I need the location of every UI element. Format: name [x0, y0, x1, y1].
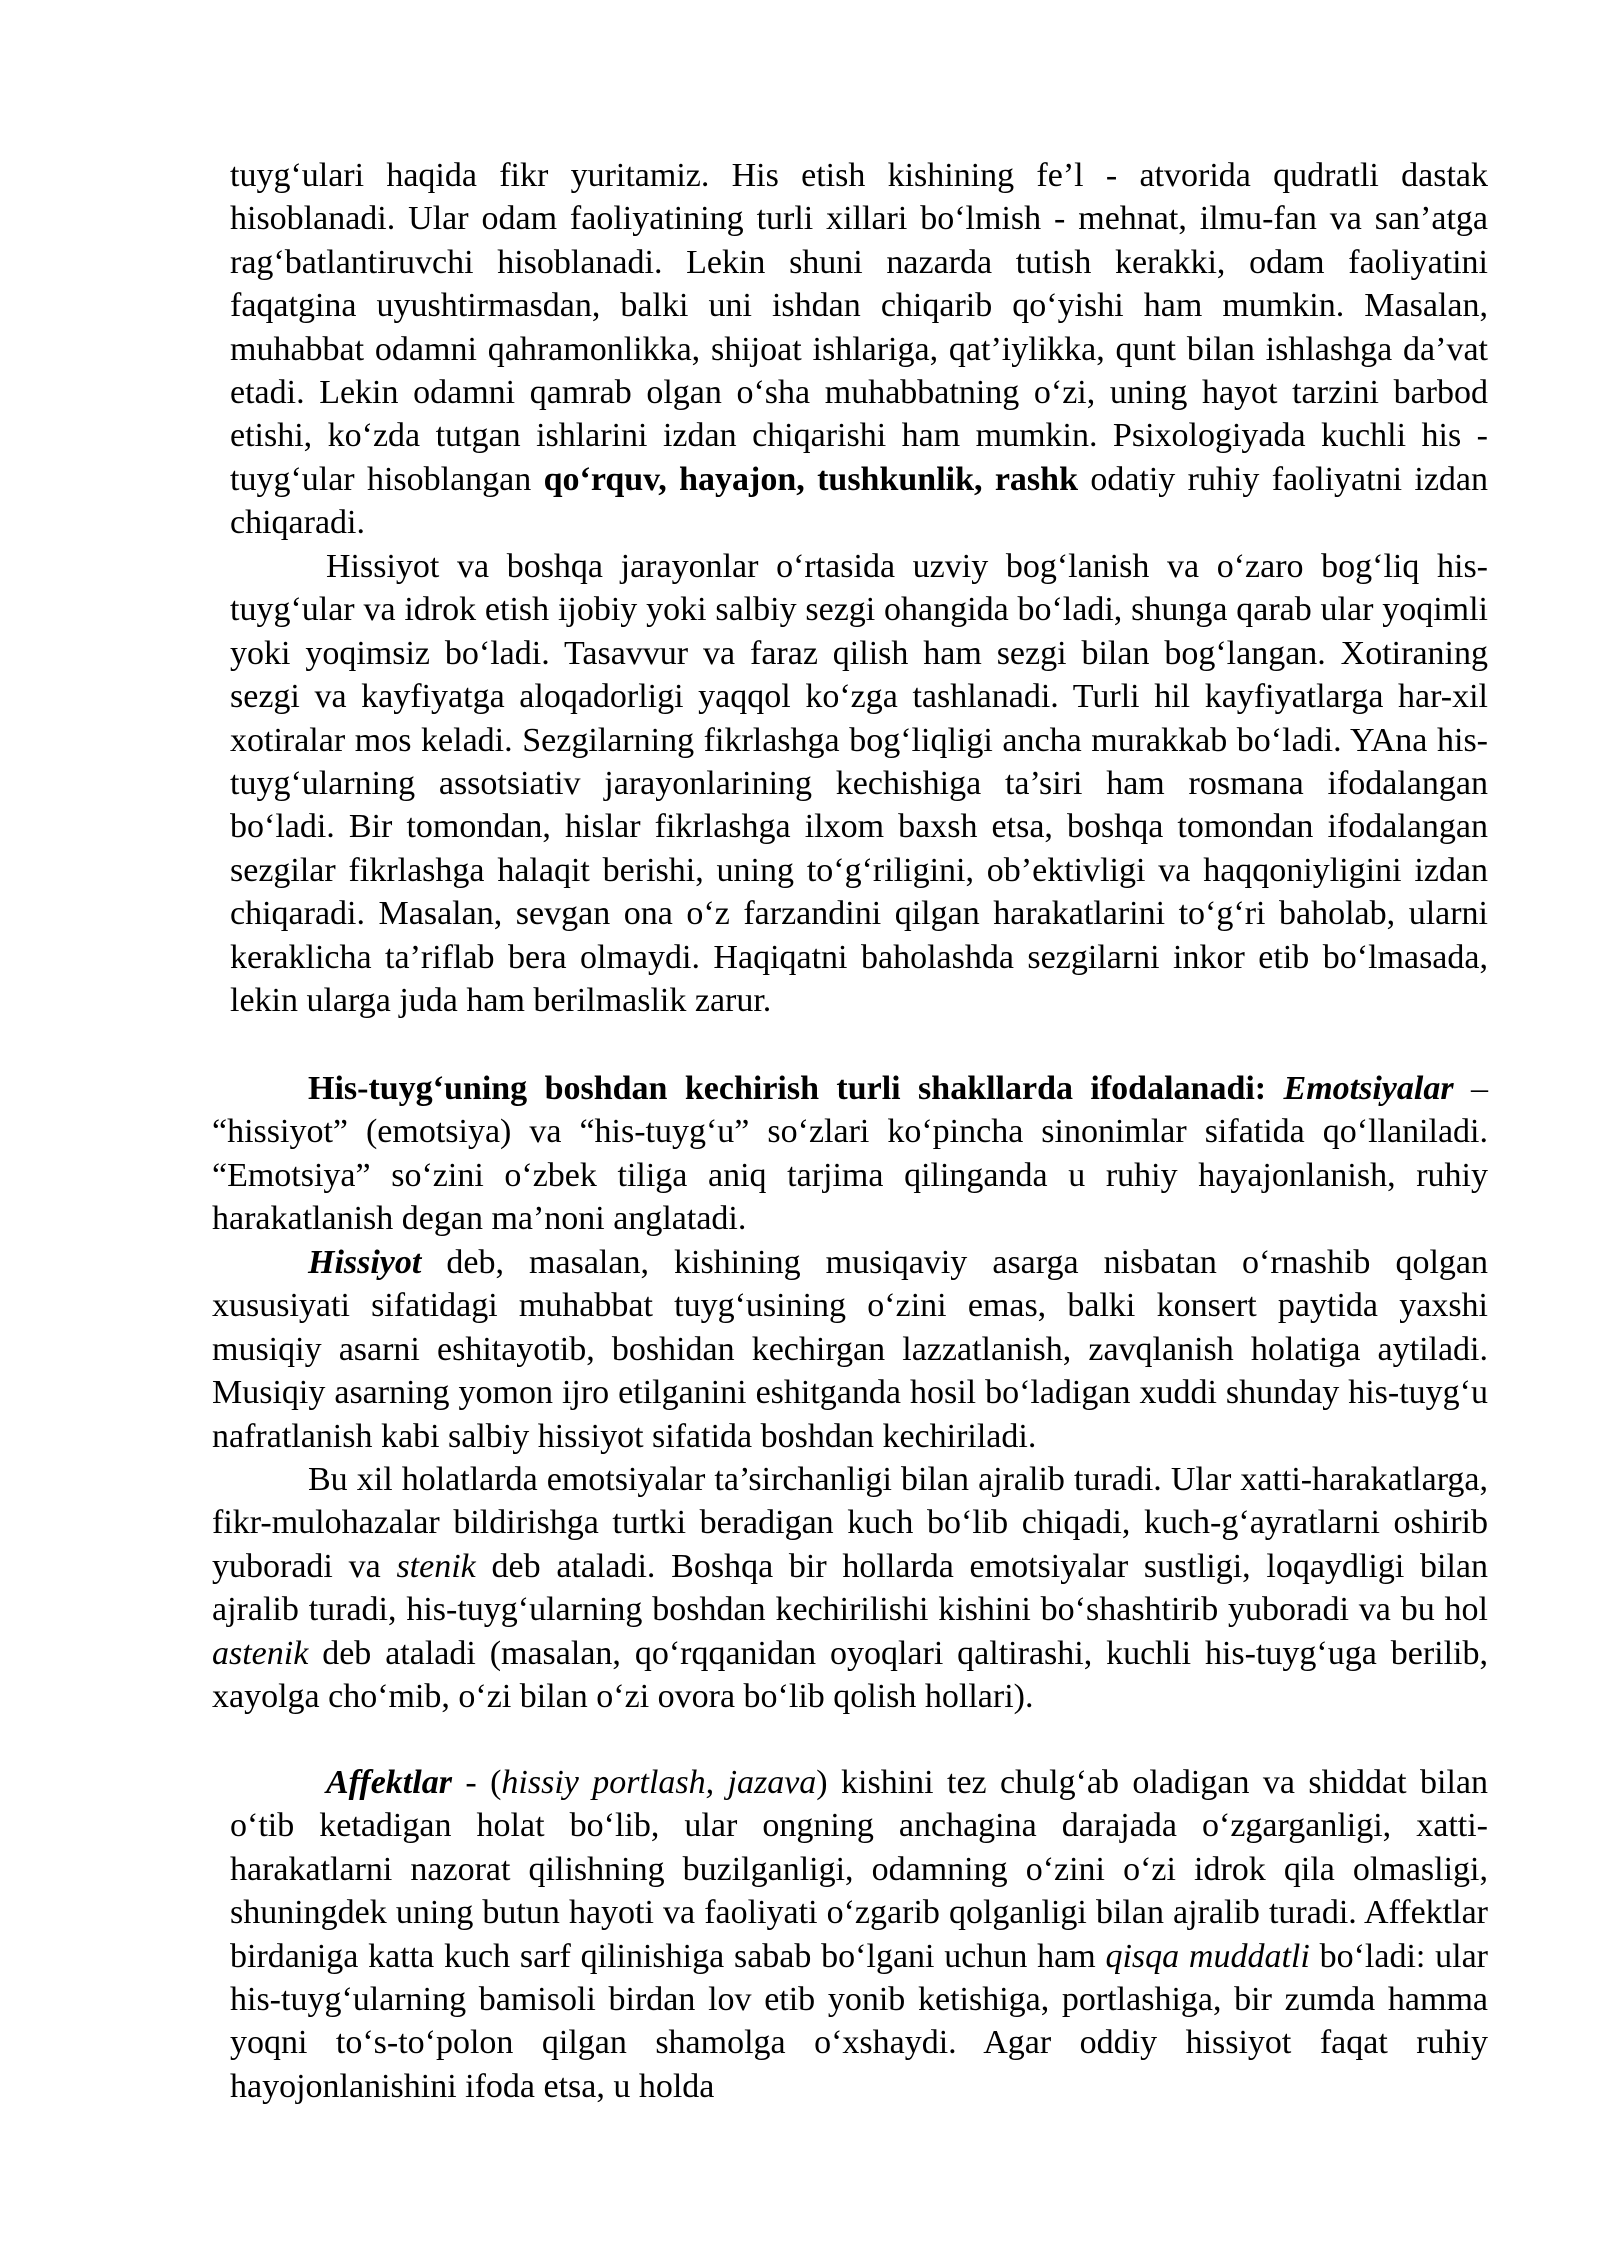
paragraph-3 [212, 1067, 1488, 1241]
paragraph-6-text-b: ) kishini tez chulg‘ab oladigan va shiddat bilan o‘tib ketadigan holat bo‘lib, ular ongning anchagina darajada o‘zgarganligi, xatti-harakatlarni nazorat qilishning buzilganligi, odamning o‘zini o‘zi idrok qila olmasligi, shuningdek uning butun hayoti va faoliyati o‘zgarib qolganligi bilan ajralib turadi. Affektlar birdaniga katta kuch sarf qilinishiga sabab bo‘lgani uchun ham [230, 1764, 1488, 1975]
term-affektlar: Affektlar [326, 1764, 452, 1801]
paragraph-2 [230, 545, 1488, 1022]
paragraph-6-text-c: bo‘ladi: ular his-tuyg‘ularning bamisoli birdan lov etib yonib ketishiga, portlashiga, bir zumda hamma yoqni to‘s-to‘polon qilgan shamolga o‘xshaydi. Agar oddiy hissiyot faqat ruhiy hayojonlanishini ifoda etsa, u holda [230, 1937, 1488, 2105]
paragraph-6 [230, 1761, 1488, 2108]
paragraph-5-text-a: Bu xil holatlarda emotsiyalar ta’sirchanligi bilan ajralib turadi. Ular xatti-harakatlarga, fikr-mulohazalar bildirishga turtki beradigan kuch bo‘lib chiqadi, kuch-g‘ayratlarni oshirib yuboradi va [212, 1461, 1488, 1585]
paragraph-2-text: Hissiyot va boshqa jarayonlar o‘rtasida uzviy bog‘lanish va o‘zaro bog‘liq his-tuyg‘ular va idrok etish ijobiy yoki salbiy sezgi ohangida bo‘ladi, shunga qarab ular yoqimli yoki yoqimsiz bo‘ladi. Tasavvur va faraz qilish ham sezgi bilan bog‘langan. Xotiraning sezgi va kayfiyatga aloqadorligi yaqqol ko‘zga tashlanadi. Turli hil kayfiyatlarga har-xil xotiralar mos keladi. Sezgilarning fikrlashga bog‘liqligi ancha murakkab bo‘ladi. YAna his-tuyg‘ularning assotsiativ jarayonlarining kechishiga ta’siri ham rosmana ifodalangan bo‘ladi. Bir tomondan, hislar fikrlashga ilxom baxsh etsa, boshqa tomondan ifodalangan sezgilar fikrlashga halaqit berishi, uning to‘g‘riligini, ob’ektivligi va haqqoniyligini izdan chiqaradi. Masalan, sevgan ona o‘z farzandini qilgan harakatlarini to‘g‘ri baholab, ularni keraklicha ta’riflab bera olmaydi. Haqiqatni baholashda sezgilarni inkor etib bo‘lmasada, lekin ularga juda ham berilmaslik zarur. [230, 548, 1488, 1020]
paragraph-1 [230, 154, 1488, 545]
term-astenik: astenik [212, 1634, 309, 1672]
paragraph-1-text-a: tuyg‘ulari haqida fikr yuritamiz. His etish kishining fe’l - atvorida qudratli dastak hisoblanadi. Ular odam faoliyatining turli xillari bo‘lmish - mehnat, ilmu-fan va san’atga rag‘batlantiruvchi hisoblanadi. Lekin shuni nazarda tutish kerakki, odam faoliyatini faqatgina uyushtirmasdan, balki uni ishdan chiqarib qo‘yishi ham mumkin. Masalan, muhabbat odamni qahramonlikka, shijoat ishlariga, qat’iylikka, qunt bilan ishlashga da’vat etadi. Lekin odamni qamrab olgan o‘sha muhabbatning o‘zi, uning hayot tarzini barbod etishi, ko‘zda tutgan ishlarini izdan chiqarishi ham mumkin. Psixologiyada kuchli his - tuyg‘ular hisoblangan [230, 157, 1488, 498]
term-hissiy-portlash: hissiy portlash, jazava [501, 1764, 817, 1801]
paragraph-4-text: deb, masalan, kishining musiqaviy asarga nisbatan o‘rnashib qolgan xususiyati sifatidagi muhabbat tuyg‘usining o‘zini emas, balki konsert paytida yaxshi musiqiy asarni eshitayotib, boshidan kechirgan lazzatlanish, zavqlanish holatiga aytiladi. Musiqiy asarning yomon ijro etilganini eshitganda hosil bo‘ladigan xuddi shunday his-tuyg‘u nafratlanish kabi salbiy hissiyot sifatida boshdan kechiriladi. [212, 1244, 1488, 1455]
paragraph-4 [212, 1241, 1488, 1458]
paragraph-5-text-b: deb ataladi. Boshqa bir hollarda emotsiyalar sustligi, loqaydligi bilan ajralib turadi, his-tuyg‘ularning boshdan kechirilishi kishini bo‘shashtirib yuboradi va bu hol [212, 1547, 1488, 1629]
paragraph-5 [212, 1458, 1488, 1718]
term-hissiyot: Hissiyot [308, 1244, 422, 1281]
paragraph-1-text-b: odatiy ruhiy faoliyatni izdan chiqaradi. [230, 460, 1489, 542]
paragraph-5-text-c: deb ataladi (masalan, qo‘rqqanidan oyoqlari qaltirashi, kuchli his-tuyg‘uga berilib, xayolga cho‘mib, o‘zi bilan o‘zi ovora bo‘lib qolish hollari). [212, 1634, 1488, 1716]
paragraph-1-bold-emotions: qo‘rquv, hayajon, tushkunlik, rashk [543, 460, 1078, 498]
paragraph-3-bold-lead: His-tuyg‘uning boshdan kechirish turli shakllarda ifodalanadi: [308, 1070, 1284, 1107]
paragraph-6-text-a: - ( [451, 1764, 502, 1801]
paragraph-3-text: – “hissiyot” (emotsiya) va “his-tuyg‘u” so‘zlari ko‘pincha sinonimlar sifatida qo‘llaniladi. “Emotsiya” so‘zini o‘zbek tiliga aniq tarjima qilinganda u ruhiy hayajonlanish, ruhiy harakatlanish degan ma’noni anglatadi. [212, 1070, 1488, 1238]
term-qisqa-muddatli: qisqa muddatli [1105, 1937, 1310, 1975]
term-emotsiyalar: Emotsiyalar [1283, 1070, 1454, 1107]
term-stenik: stenik [396, 1547, 476, 1585]
